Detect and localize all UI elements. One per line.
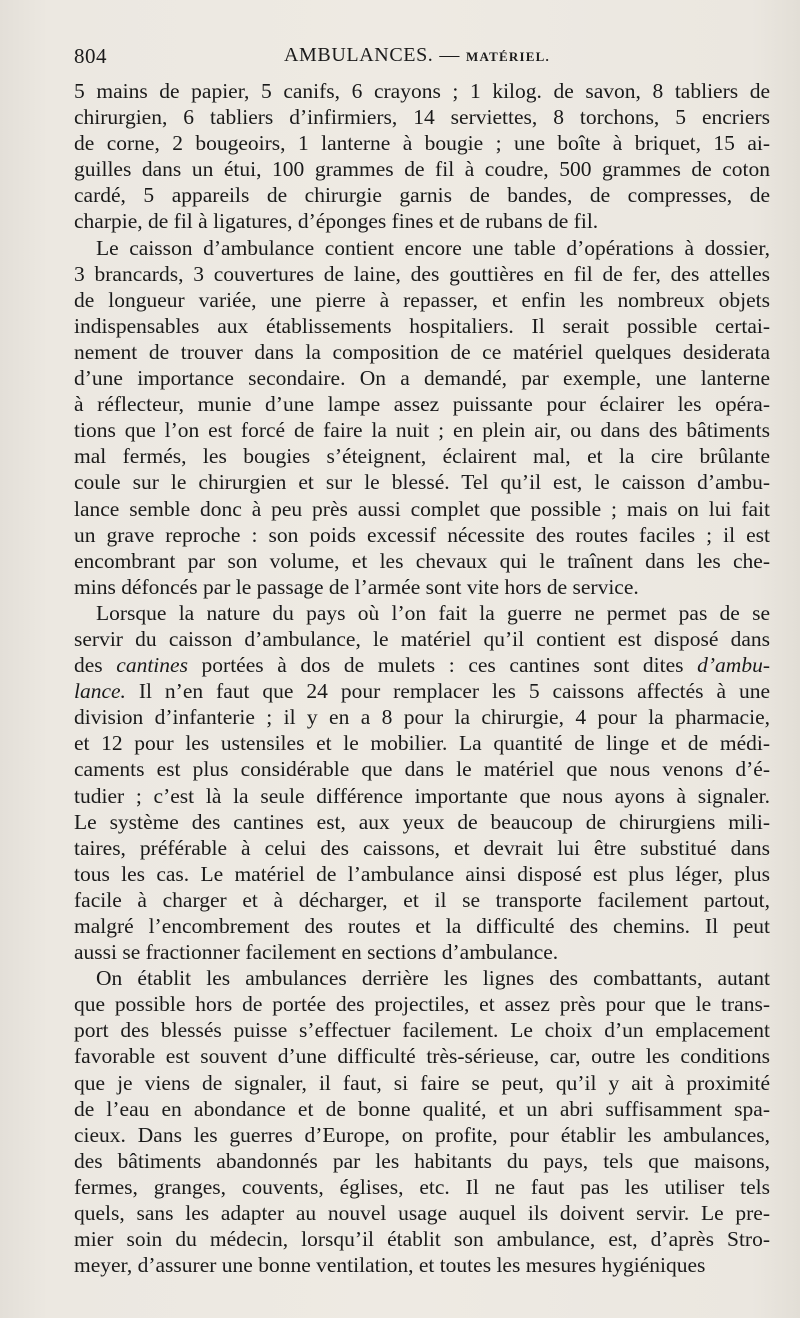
- text-line: et 12 pour les ustensiles et le mobilier. La quantité de linge et de médi-: [74, 731, 770, 756]
- text-line: On établit les ambulances derrière les lignes des combattants, autant: [96, 966, 770, 991]
- text-line: mal fermés, les bougies s’éteignent, éclairent mal, et la cire brûlante: [74, 444, 770, 469]
- text-line: port des blessés puisse s’effectuer facilement. Le choix d’un emplacement: [74, 1018, 770, 1043]
- paragraph: [74, 600, 770, 965]
- running-head: [284, 44, 550, 67]
- running-head-subtitle: MATÉRIEL.: [466, 49, 550, 64]
- text-line: lance. Il n’en faut que 24 pour remplacer les 5 caissons affectés à une: [74, 679, 770, 704]
- text-line: caments est plus considérable que dans le matériel que nous venons d’é-: [74, 757, 770, 782]
- text-line: de corne, 2 bougeoirs, 1 lanterne à bougie ; une boîte à briquet, 15 ai-: [74, 131, 770, 156]
- text-line: à réflecteur, munie d’une lampe assez puissante pour éclairer les opéra-: [74, 392, 770, 417]
- text-line: que possible hors de portée des projectiles, et assez près pour que le trans-: [74, 992, 770, 1017]
- text-line: malgré l’encombrement des routes et la difficulté des chemins. Il peut: [74, 914, 770, 938]
- text-line: guilles dans un étui, 100 grammes de fil à coudre, 500 grammes de coton: [74, 157, 770, 182]
- text-line: encombrant par son volume, et les chevaux qui le traînent dans les che-: [74, 548, 770, 573]
- text-line: mins défoncés par le passage de l’armée sont vite hors de service.: [74, 574, 639, 599]
- text-line: fermes, granges, couvents, églises, etc. Il ne faut pas les utiliser tels: [74, 1174, 770, 1199]
- text-line: meyer, d’assurer une bonne ventilation, et toutes les mesures hygiéniques: [74, 1253, 706, 1278]
- text-line: cardé, 5 appareils de chirurgie garnis de bandes, de compresses, de: [74, 183, 770, 208]
- text-line: charpie, de fil à ligatures, d’éponges fines et de rubans de fil.: [74, 209, 599, 234]
- text-line: de longueur variée, une pierre à repasser, et enfin les nombreux objets: [74, 287, 770, 312]
- text-line: tudier ; c’est là la seule différence importante que nous ayons à signaler.: [74, 783, 770, 808]
- text-line: un grave reproche : son poids excessif nécessite des routes faciles ; il est: [74, 522, 770, 547]
- text-line: de l’eau en abondance et de bonne qualité, et un abri suffisamment spa-: [74, 1096, 770, 1121]
- text-line: quels, sans les adapter au nouvel usage auquel ils doivent servir. Le pre-: [74, 1201, 770, 1226]
- page-header: [74, 44, 740, 74]
- text-line: coule sur le chirurgien et sur le blessé. Tel qu’il est, le caisson d’ambu-: [74, 470, 770, 495]
- text-line: 5 mains de papier, 5 canifs, 6 crayons ; 1 kilog. de savon, 8 tabliers de: [74, 79, 770, 103]
- text-line: des bâtiments abandonnés par les habitants du pays, tels que maisons,: [74, 1148, 770, 1173]
- text-line: division d’infanterie ; il y en a 8 pour la chirurgie, 4 pour la pharmacie,: [74, 705, 770, 730]
- text-line: indispensables aux établissements hospitaliers. Il serait possible certai-: [74, 313, 770, 338]
- text-line: nement de trouver dans la composition de ce matériel quelques desiderata: [74, 339, 770, 364]
- text-line: facile à charger et à décharger, et il se transporte facilement partout,: [74, 887, 770, 912]
- text-line: lance semble donc à peu près aussi complet que possible ; mais on lui fait: [74, 496, 770, 521]
- text-line: Le système des cantines est, aux yeux de beaucoup de chirurgiens mili-: [74, 809, 770, 834]
- text-line: d’une importance secondaire. On a demandé, par exemple, une lanterne: [74, 366, 770, 391]
- paragraph: [74, 78, 770, 235]
- text-line: favorable est souvent d’une difficulté très-sérieuse, car, outre les conditions: [74, 1044, 770, 1069]
- text-line: des cantines portées à dos de mulets : ces cantines sont dites d’ambu-: [74, 653, 770, 678]
- text-line: 3 brancards, 3 couvertures de laine, des gouttières en fil de fer, des attelles: [74, 261, 770, 286]
- text-line: tions que l’on est forcé de faire la nuit ; en plein air, ou dans des bâtiments: [74, 418, 770, 443]
- text-line: chirurgien, 6 tabliers d’infirmiers, 14 serviettes, 8 torchons, 5 encriers: [74, 105, 770, 130]
- text-line: mier soin du médecin, lorsqu’il établit son ambulance, est, d’après Stro-: [74, 1227, 770, 1252]
- text-line: cieux. Dans les guerres d’Europe, on profite, pour établir les ambulances,: [74, 1122, 770, 1147]
- running-head-dash: —: [439, 44, 461, 66]
- text-line: Le caisson d’ambulance contient encore une table d’opérations à dossier,: [96, 235, 770, 260]
- paragraph: [74, 965, 770, 1278]
- paragraph: [74, 235, 770, 600]
- body-text: [74, 78, 770, 1278]
- text-line: Lorsque la nature du pays où l’on fait la guerre ne permet pas de se: [96, 600, 770, 625]
- running-head-title: AMBULANCES.: [284, 44, 434, 66]
- text-line: taires, préférable à celui des caissons, et devrait lui être substitué dans: [74, 835, 770, 860]
- page-number: 804: [74, 44, 107, 68]
- text-line: servir du caisson d’ambulance, le matériel qu’il contient est disposé dans: [74, 626, 770, 651]
- text-line: que je viens de signaler, il faut, si faire se peut, qu’il y ait à proximité: [74, 1070, 770, 1095]
- text-line: aussi se fractionner facilement en sections d’ambulance.: [74, 940, 559, 965]
- text-line: tous les cas. Le matériel de l’ambulance ainsi disposé est plus léger, plus: [74, 861, 770, 886]
